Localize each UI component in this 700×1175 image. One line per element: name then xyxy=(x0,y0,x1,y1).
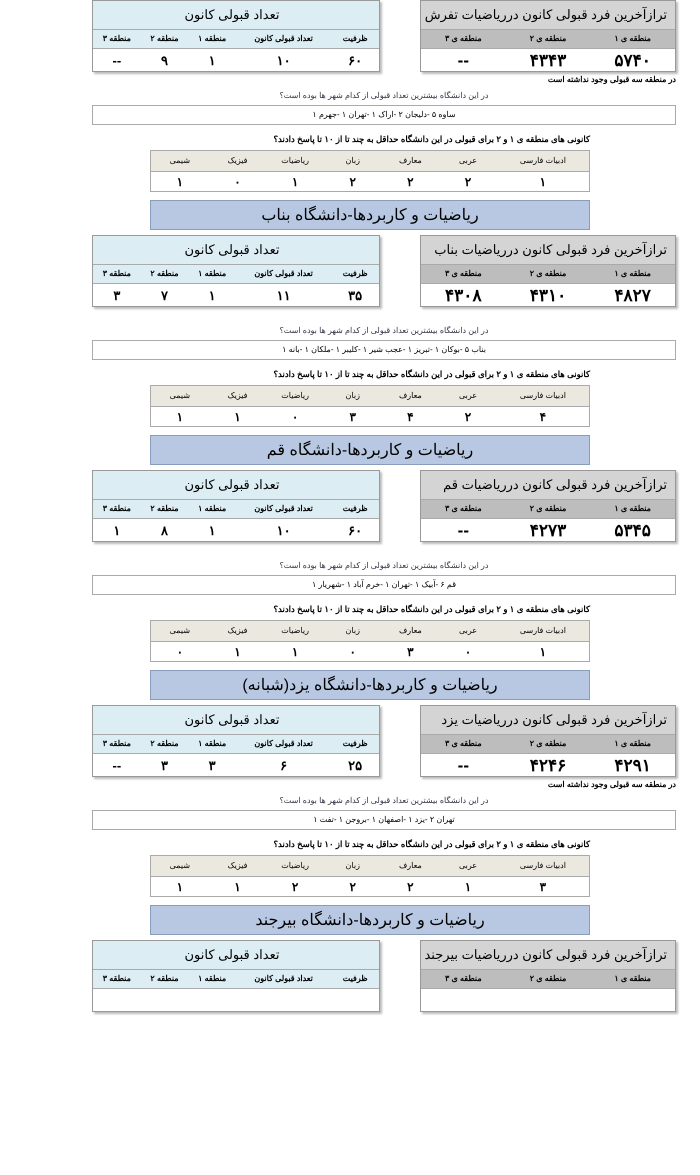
count-value: ۹ xyxy=(161,53,168,68)
subject-header: شیمی xyxy=(169,861,191,870)
last-accepted-score-panel xyxy=(420,940,676,1012)
count-value: ۱۱ xyxy=(276,288,291,303)
subjects-question: کانونی های منطقه ی ۱ و ۲ برای قبولی در این دانشگاه حداقل به چند تا از ۱۰ تا پاسخ دادند؟ xyxy=(273,134,590,144)
score-value: ۴۲۴۶ xyxy=(529,756,567,775)
score-panel-values xyxy=(421,754,675,778)
count-column-header: منطقه ۱ xyxy=(198,34,227,43)
subject-value: ۰ xyxy=(176,645,184,659)
count-panel-title: تعداد قبولی کانون xyxy=(93,236,379,264)
subject-value: ۱ xyxy=(539,645,547,659)
count-value: -- xyxy=(112,53,122,68)
university-section xyxy=(0,940,700,1175)
region-column-header: منطقه ی ۳ xyxy=(445,34,482,43)
cities-answer-box: قم ۶ -آبیک ۱ -تهران ۱ -خرم آباد ۱ -شهریار ۱ xyxy=(92,575,676,595)
cities-question: در این دانشگاه بیشترین تعداد قبولی از کدام شهر ها بوده است؟ xyxy=(279,91,489,100)
cities-question: در این دانشگاه بیشترین تعداد قبولی از کدام شهر ها بوده است؟ xyxy=(279,326,489,335)
count-column-header: ظرفیت xyxy=(342,34,368,43)
count-column-header: منطقه ۲ xyxy=(150,504,179,513)
subject-value: ۲ xyxy=(407,175,414,189)
subjects-value-row xyxy=(151,172,589,193)
subject-header: زبان xyxy=(345,156,360,165)
score-panel-values xyxy=(421,49,675,73)
subject-header: عربی xyxy=(458,156,478,165)
region-column-header: منطقه ی ۱ xyxy=(614,739,651,748)
last-accepted-score-panel xyxy=(420,235,676,307)
score-panel-values xyxy=(421,989,675,1013)
score-panel-header xyxy=(421,734,675,754)
subjects-header-row xyxy=(151,856,589,877)
score-panel-title: ترازآخرین فرد قبولی کانون درریاضیات بناب xyxy=(421,236,675,264)
region-column-header: منطقه ی ۳ xyxy=(445,974,482,983)
university-section xyxy=(0,705,700,940)
region-note: در منطقه سه قبولی وجود نداشته است xyxy=(547,780,676,789)
last-accepted-score-panel xyxy=(420,470,676,542)
count-panel-values xyxy=(93,49,379,73)
subject-header: فیزیک xyxy=(227,391,248,400)
score-panel-title: ترازآخرین فرد قبولی کانون درریاضیات قم xyxy=(421,471,675,499)
accepted-count-panel xyxy=(92,470,380,542)
count-column-header: منطقه ۳ xyxy=(102,504,131,513)
score-panel-title: ترازآخرین فرد قبولی کانون درریاضیات یزد xyxy=(421,706,675,734)
region-column-header: منطقه ی ۳ xyxy=(445,504,482,513)
score-value: -- xyxy=(457,51,469,70)
count-column-header: تعداد قبولی کانون xyxy=(254,739,313,748)
accepted-count-panel xyxy=(92,940,380,1012)
region-column-header: منطقه ی ۲ xyxy=(529,269,567,278)
score-value: ۴۲۹۱ xyxy=(614,756,651,775)
count-panel-values xyxy=(93,284,379,308)
region-column-header: منطقه ی ۲ xyxy=(529,739,567,748)
subject-header: ادبیات فارسی xyxy=(519,861,566,870)
subject-value: ۰ xyxy=(234,175,241,189)
subject-header: شیمی xyxy=(169,391,191,400)
score-panel-header xyxy=(421,969,675,989)
count-value: ۱ xyxy=(113,523,121,538)
subject-value: ۲ xyxy=(291,880,299,894)
count-value: ۶ xyxy=(280,758,288,773)
count-column-header: منطقه ۳ xyxy=(102,34,131,43)
score-panel-header xyxy=(421,499,675,519)
subject-value: ۰ xyxy=(464,645,472,659)
subject-value: ۱ xyxy=(234,880,241,894)
subject-value: ۱ xyxy=(176,175,184,189)
subject-header: معارف xyxy=(398,626,422,635)
accepted-count-panel xyxy=(92,0,380,72)
subjects-value-row xyxy=(151,642,589,663)
subject-header: ریاضیات xyxy=(281,156,309,165)
subjects-header-row xyxy=(151,386,589,407)
subjects-value-row xyxy=(151,877,589,898)
subject-value: ۴ xyxy=(539,410,547,424)
subject-value: ۰ xyxy=(291,410,299,424)
count-value: ۳۵ xyxy=(348,288,363,303)
count-column-header: تعداد قبولی کانون xyxy=(254,974,313,983)
subject-header: ادبیات فارسی xyxy=(519,626,566,635)
subject-header: زبان xyxy=(345,391,360,400)
score-value: ۴۳۱۰ xyxy=(529,286,567,305)
subject-header: زبان xyxy=(345,861,360,870)
count-panel-header xyxy=(93,969,379,989)
count-value: ۷ xyxy=(161,288,168,303)
score-value: ۴۲۷۳ xyxy=(529,521,567,540)
cities-question: در این دانشگاه بیشترین تعداد قبولی از کدام شهر ها بوده است؟ xyxy=(279,796,489,805)
cities-answer-box: ساوه ۵ -دلیجان ۲ -اراک ۱ -تهران ۱ -جهرم ۱ xyxy=(92,105,676,125)
score-value: -- xyxy=(457,521,469,540)
subject-value: ۱ xyxy=(234,645,241,659)
subject-value: ۱ xyxy=(539,175,547,189)
subject-header: ریاضیات xyxy=(281,626,309,635)
region-column-header: منطقه ی ۱ xyxy=(614,34,651,43)
subject-header: فیزیک xyxy=(227,861,248,870)
subject-value: ۲ xyxy=(464,410,472,424)
accepted-count-panel xyxy=(92,235,380,307)
count-panel-title: تعداد قبولی کانون xyxy=(93,941,379,969)
subjects-table xyxy=(150,855,590,897)
subject-value: ۳ xyxy=(407,645,414,659)
region-column-header: منطقه ی ۳ xyxy=(445,269,482,278)
count-value: ۱۰ xyxy=(276,53,291,68)
score-value: -- xyxy=(457,756,469,775)
count-column-header: منطقه ۲ xyxy=(150,739,179,748)
next-university-banner: ریاضیات و کاربردها-دانشگاه بناب xyxy=(150,200,590,230)
subject-header: شیمی xyxy=(169,156,191,165)
subject-value: ۲ xyxy=(407,880,414,894)
count-value: ۱ xyxy=(208,53,216,68)
subjects-question: کانونی های منطقه ی ۱ و ۲ برای قبولی در این دانشگاه حداقل به چند تا از ۱۰ تا پاسخ دادند؟ xyxy=(273,604,590,614)
cities-answer-box: بناب ۵ -بوکان ۱ -تبریز ۱ -عجب شیر ۱ -کلیبر ۱ -ملکان ۱ -بانه ۱ xyxy=(92,340,676,360)
score-value: ۴۸۲۷ xyxy=(614,286,651,305)
count-panel-title: تعداد قبولی کانون xyxy=(93,1,379,29)
count-panel-header xyxy=(93,734,379,754)
subjects-table xyxy=(150,385,590,427)
count-value: ۱ xyxy=(208,288,216,303)
region-column-header: منطقه ی ۳ xyxy=(445,739,482,748)
subject-value: ۲ xyxy=(349,880,356,894)
next-university-banner: ریاضیات و کاربردها-دانشگاه بیرجند xyxy=(150,905,590,935)
subjects-header-row xyxy=(151,621,589,642)
subject-header: زبان xyxy=(345,626,360,635)
count-column-header: منطقه ۲ xyxy=(150,269,179,278)
subject-header: عربی xyxy=(458,861,478,870)
subject-header: معارف xyxy=(398,391,422,400)
count-value: ۶۰ xyxy=(348,523,363,538)
count-column-header: منطقه ۳ xyxy=(102,269,131,278)
last-accepted-score-panel xyxy=(420,0,676,72)
next-university-banner: ریاضیات و کاربردها-دانشگاه یزد(شبانه) xyxy=(150,670,590,700)
count-value: ۱۰ xyxy=(276,523,291,538)
subjects-value-row xyxy=(151,407,589,428)
university-section xyxy=(0,0,700,235)
count-value: ۳ xyxy=(113,288,121,303)
subjects-table xyxy=(150,150,590,192)
count-column-header: منطقه ۱ xyxy=(198,974,227,983)
university-section xyxy=(0,470,700,705)
region-note: در منطقه سه قبولی وجود نداشته است xyxy=(547,75,676,84)
count-column-header: منطقه ۲ xyxy=(150,34,179,43)
subject-value: ۱ xyxy=(176,880,184,894)
subject-header: عربی xyxy=(458,391,478,400)
subject-header: شیمی xyxy=(169,626,191,635)
count-column-header: تعداد قبولی کانون xyxy=(254,34,313,43)
last-accepted-score-panel xyxy=(420,705,676,777)
count-column-header: منطقه ۱ xyxy=(198,269,227,278)
region-column-header: منطقه ی ۱ xyxy=(614,504,651,513)
count-value: ۶۰ xyxy=(348,53,363,68)
count-column-header: ظرفیت xyxy=(342,974,368,983)
subject-value: ۱ xyxy=(291,175,299,189)
subject-header: عربی xyxy=(458,626,478,635)
region-column-header: منطقه ی ۲ xyxy=(529,504,567,513)
count-column-header: منطقه ۱ xyxy=(198,739,227,748)
score-panel-title: ترازآخرین فرد قبولی کانون درریاضیات بیرجند xyxy=(421,941,675,969)
cities-answer-box: تهران ۲ -یزد ۱ -اصفهان ۱ -بروجن ۱ -تفت ۱ xyxy=(92,810,676,830)
subject-header: معارف xyxy=(398,861,422,870)
subjects-header-row xyxy=(151,151,589,172)
region-column-header: منطقه ی ۲ xyxy=(529,974,567,983)
score-value: ۵۷۴۰ xyxy=(614,51,651,70)
cities-question: در این دانشگاه بیشترین تعداد قبولی از کدام شهر ها بوده است؟ xyxy=(279,561,489,570)
subject-value: ۱ xyxy=(464,880,472,894)
count-panel-values xyxy=(93,519,379,543)
accepted-count-panel xyxy=(92,705,380,777)
score-value: ۴۳۰۸ xyxy=(445,286,482,305)
score-panel-header xyxy=(421,264,675,284)
subject-value: ۴ xyxy=(407,410,414,424)
subject-header: معارف xyxy=(398,156,422,165)
count-panel-values xyxy=(93,989,379,1013)
count-value: ۱ xyxy=(208,523,216,538)
subject-header: ادبیات فارسی xyxy=(519,156,566,165)
count-panel-header xyxy=(93,29,379,49)
subject-value: ۰ xyxy=(349,645,356,659)
score-panel-header xyxy=(421,29,675,49)
score-panel-values xyxy=(421,519,675,543)
count-column-header: منطقه ۳ xyxy=(102,739,131,748)
region-column-header: منطقه ی ۲ xyxy=(529,34,567,43)
region-column-header: منطقه ی ۱ xyxy=(614,974,651,983)
count-panel-header xyxy=(93,264,379,284)
count-panel-values xyxy=(93,754,379,778)
count-column-header: ظرفیت xyxy=(342,269,368,278)
subjects-table xyxy=(150,620,590,662)
university-section xyxy=(0,235,700,470)
count-panel-title: تعداد قبولی کانون xyxy=(93,706,379,734)
subject-value: ۳ xyxy=(349,410,356,424)
subject-header: فیزیک xyxy=(227,156,248,165)
subject-header: ادبیات فارسی xyxy=(519,391,566,400)
count-value: ۸ xyxy=(161,523,168,538)
score-value: ۴۳۴۳ xyxy=(529,51,567,70)
count-panel-header xyxy=(93,499,379,519)
subjects-question: کانونی های منطقه ی ۱ و ۲ برای قبولی در این دانشگاه حداقل به چند تا از ۱۰ تا پاسخ دادند؟ xyxy=(273,369,590,379)
region-column-header: منطقه ی ۱ xyxy=(614,269,651,278)
subject-value: ۱ xyxy=(234,410,241,424)
score-value: ۵۳۴۵ xyxy=(614,521,651,540)
subject-header: فیزیک xyxy=(227,626,248,635)
count-column-header: ظرفیت xyxy=(342,739,368,748)
count-column-header: منطقه ۱ xyxy=(198,504,227,513)
count-value: -- xyxy=(112,758,122,773)
count-panel-title: تعداد قبولی کانون xyxy=(93,471,379,499)
subjects-question: کانونی های منطقه ی ۱ و ۲ برای قبولی در این دانشگاه حداقل به چند تا از ۱۰ تا پاسخ دادند؟ xyxy=(273,839,590,849)
count-column-header: منطقه ۲ xyxy=(150,974,179,983)
count-column-header: ظرفیت xyxy=(342,504,368,513)
subject-value: ۱ xyxy=(291,645,299,659)
score-panel-title: ترازآخرین فرد قبولی کانون درریاضیات تفرش xyxy=(421,1,675,29)
count-column-header: تعداد قبولی کانون xyxy=(254,504,313,513)
count-value: ۲۵ xyxy=(348,758,363,773)
count-value: ۳ xyxy=(161,758,168,773)
count-value: ۳ xyxy=(208,758,216,773)
subject-value: ۲ xyxy=(464,175,472,189)
subject-value: ۳ xyxy=(539,880,547,894)
subject-value: ۱ xyxy=(176,410,184,424)
subject-header: ریاضیات xyxy=(281,391,309,400)
count-column-header: منطقه ۳ xyxy=(102,974,131,983)
subject-header: ریاضیات xyxy=(281,861,309,870)
count-column-header: تعداد قبولی کانون xyxy=(254,269,313,278)
subject-value: ۲ xyxy=(349,175,356,189)
score-panel-values xyxy=(421,284,675,308)
next-university-banner: ریاضیات و کاربردها-دانشگاه قم xyxy=(150,435,590,465)
